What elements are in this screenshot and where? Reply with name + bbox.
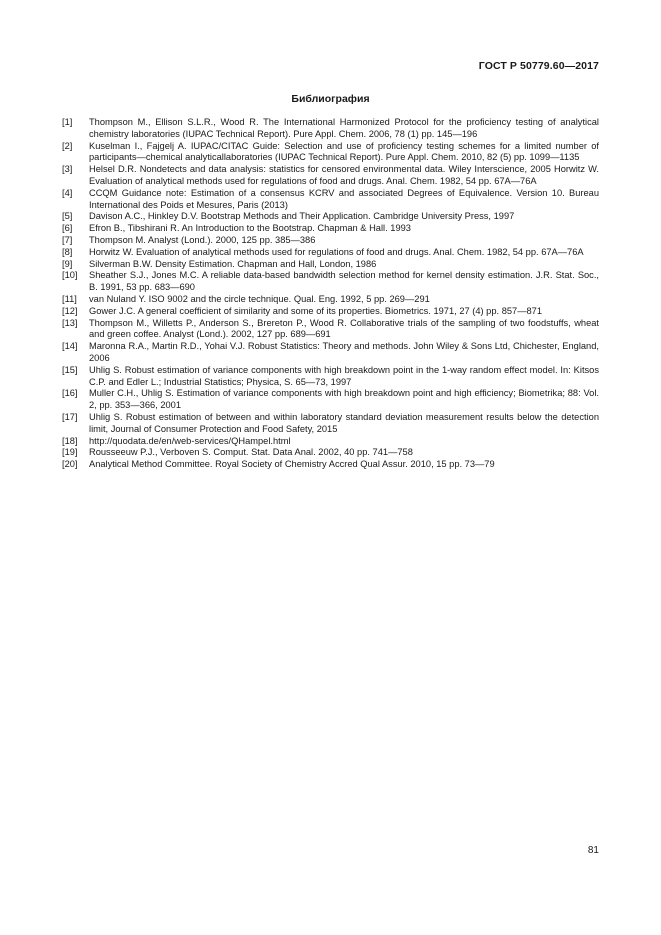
reference-item xyxy=(62,117,599,141)
reference-item xyxy=(62,235,599,247)
reference-text: Horwitz W. Evaluation of analytical methods used for regulations of food and drugs. Anal. Chem. 1982, 54 pp. 67A—76A xyxy=(89,246,584,257)
reference-item xyxy=(62,259,599,271)
reference-item xyxy=(62,141,599,165)
reference-list xyxy=(62,117,599,471)
reference-text: Analytical Method Committee. Royal Society of Chemistry Accred Qual Assur. 2010, 15 pp. 73—79 xyxy=(89,459,495,470)
reference-text: Thompson M., Ellison S.L.R., Wood R. The International Harmonized Protocol for the proficiency testing of analytical chemistry laboratories (IUPAC Technical Report). Pure Appl. Chem. 2006, 78 (1) pp. 145—196 xyxy=(89,117,599,139)
reference-text: Thompson M. Analyst (Lond.). 2000, 125 pp. 385—386 xyxy=(89,234,316,245)
reference-number: [10] xyxy=(62,270,78,281)
reference-text: Uhlig S. Robust estimation of variance components with high breakdown point in the 1-way random effect model. In: Kitsos C.P. and Edler L.; Industrial Statistics; Physica, S. 65—73, 1997 xyxy=(89,364,599,387)
reference-number: [6] xyxy=(62,223,73,234)
reference-number: [11] xyxy=(62,293,77,304)
reference-text: Silverman B.W. Density Estimation. Chapman and Hall, London, 1986 xyxy=(89,258,377,269)
reference-number: [16] xyxy=(62,388,78,399)
reference-number: [17] xyxy=(62,411,78,422)
reference-number: [15] xyxy=(62,364,78,375)
reference-text: van Nuland Y. ISO 9002 and the circle technique. Qual. Eng. 1992, 5 pp. 269—291 xyxy=(89,293,430,304)
reference-text: Davison A.C., Hinkley D.V. Bootstrap Methods and Their Application. Cambridge University Press, 1997 xyxy=(89,211,515,222)
reference-number: [1] xyxy=(62,117,73,127)
reference-number: [9] xyxy=(62,258,73,269)
reference-item xyxy=(62,247,599,259)
reference-number: [8] xyxy=(62,246,73,257)
reference-text: Thompson M., Willetts P., Anderson S., Brereton P., Wood R. Collaborative trials of the sampling of two foodstuffs, wheat and green coffee. Analyst (Lond.). 2002, 127 pp. 689—691 xyxy=(89,317,599,340)
reference-number: [14] xyxy=(62,341,78,352)
reference-text: Muller C.H., Uhlig S. Estimation of variance components with high breakdown point and high efficiency; Biometrika; 88: Vol. 2, pp. 353—366, 2001 xyxy=(89,388,599,411)
reference-number: [20] xyxy=(62,459,78,470)
reference-number: [2] xyxy=(62,140,73,151)
reference-text: Rousseeuw P.J., Verboven S. Comput. Stat. Data Anal. 2002, 40 pp. 741—758 xyxy=(89,447,413,458)
reference-item xyxy=(62,412,599,436)
reference-text: Efron B., Tibshirani R. An Introduction to the Bootstrap. Chapman & Hall. 1993 xyxy=(89,223,411,234)
reference-item xyxy=(62,270,599,294)
reference-item xyxy=(62,365,599,389)
reference-text: Gower J.C. A general coefficient of similarity and some of its properties. Biometrics. 1971, 27 (4) pp. 857—871 xyxy=(89,305,543,316)
reference-item xyxy=(62,447,599,459)
reference-item xyxy=(62,306,599,318)
reference-item xyxy=(62,188,599,212)
reference-number: [19] xyxy=(62,447,78,458)
reference-item xyxy=(62,436,599,448)
reference-text: Maronna R.A., Martin R.D., Yohai V.J. Robust Statistics: Theory and methods. John Wiley & Sons Ltd, Chichester, England, 2006 xyxy=(89,341,599,363)
reference-text: Sheather S.J., Jones M.C. A reliable data-based bandwidth selection method for kernel density estimation. J.R. Stat. Soc., B. 1991, 53 pp. 683—690 xyxy=(89,270,599,293)
reference-text: Helsel D.R. Nondetects and data analysis: statistics for censored environmental data. Wiley Interscience, 2005 Horwitz W. Evaluation of analytical methods used for regulations of food and drugs. Anal. Chem. 1982, 54 pp. 67A—76A xyxy=(89,164,599,186)
reference-number: [3] xyxy=(62,164,73,175)
reference-item xyxy=(62,459,599,471)
reference-number: [4] xyxy=(62,187,73,198)
reference-item xyxy=(62,388,599,412)
reference-number: [12] xyxy=(62,305,78,316)
reference-text: Uhlig S. Robust estimation of between and within laboratory standard deviation measurement results below the detection limit, Journal of Consumer Protection and Food Safety, 2015 xyxy=(89,411,599,434)
reference-item xyxy=(62,211,599,223)
reference-text[interactable]: http://quodata.de/en/web-services/QHampel.html xyxy=(89,435,291,446)
reference-number: [18] xyxy=(62,435,78,446)
document-standard-header: ГОСТ Р 50779.60—2017 xyxy=(478,60,599,72)
reference-item xyxy=(62,164,599,188)
reference-number: [7] xyxy=(62,234,73,245)
reference-number: [5] xyxy=(62,211,73,222)
bibliography-title: Библиография xyxy=(291,93,370,105)
reference-item xyxy=(62,318,599,342)
reference-item xyxy=(62,223,599,235)
reference-item xyxy=(62,294,599,306)
page-number: 81 xyxy=(587,845,599,856)
reference-text: CCQM Guidance note: Estimation of a consensus KCRV and associated Degrees of Equivalence. Version 10. Bureau International des Poids et Mesures, Paris (2013) xyxy=(89,187,599,210)
reference-text: Kuselman I., Fajgelj A. IUPAC/CITAC Guide: Selection and use of proficiency testing schemes for a limited number of participants—chemical analyticallaboratories (IUPAC Technical Report). Pure Appl. Chem. 2010, 82 (5) pp. 1099—1135 xyxy=(89,140,599,163)
reference-item xyxy=(62,341,599,365)
reference-number: [13] xyxy=(62,317,78,328)
